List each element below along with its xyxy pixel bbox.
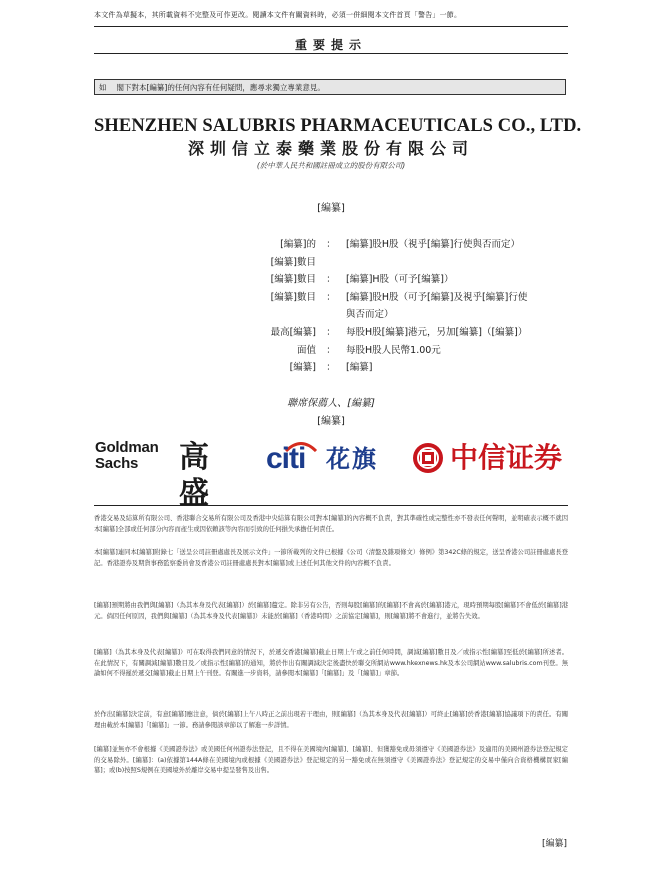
footer-redacted: [編纂] xyxy=(541,839,567,849)
offer-row-separator: ： xyxy=(326,326,336,338)
top-divider xyxy=(94,26,568,27)
goldman-sachs-wordmark: Goldman Sachs xyxy=(95,439,159,472)
advisory-box xyxy=(94,79,566,95)
goldman-sachs-logo xyxy=(95,439,235,511)
offer-row xyxy=(258,289,576,307)
citic-securities-logo xyxy=(412,440,568,478)
offer-adjustment-paragraph: [編纂]（為其本身及代表[編纂]）可在取得我們同意的情況下，於遞交香港[編纂]截止日期上午或之前任何時間，調減[編纂]數目及／或指示性[編纂]至低於[編纂]所述者。在此情況下，有關調減[編纂]數目及／或指示性[編纂]的通知，將於作出有關調減決定後盡快於聯交所網站www.hkexnews.hk及本公司網站www.salubris.com刊登。無論如何不得遲於遞交[編纂]截止日期上午刊登。有關進一步資料，請參閱本[編纂]「[編纂]」及「[編纂]」章節。 xyxy=(94,649,568,677)
notice-title: 重要提示 xyxy=(294,38,367,52)
offer-row xyxy=(258,342,576,360)
company-name-zh: 深圳信立泰藥業股份有限公司 xyxy=(187,139,474,158)
offer-row-value xyxy=(346,254,576,272)
disclaimer-paragraph: 香港交易及結算所有限公司、香港聯合交易所有限公司及香港中央結算有限公司對本[編纂]的內容概不負責，對其準確性或完整性亦不發表任何聲明，並明確表示概不就因本[編纂]全部或任何部分內容而產生或因依賴該等內容而引致的任何損失承擔任何責任。 xyxy=(94,515,568,533)
registration-paragraph: 本[編纂]連同本[編纂]附錄七「送呈公司註冊處處長及展示文件」一節所載列的文件已根據《公司（清盤及雜項條文）條例》第342C條的規定，送呈香港公司註冊處處長登記。香港證券及期貨事務監察委員會及香港公司註冊處處長對本[編纂]或上述任何其他文件的內容概不負責。 xyxy=(94,549,568,567)
sponsor-title: 聯席保薦人、[編纂] xyxy=(287,398,375,409)
offer-row-value: [編纂]H股（可予[編纂]） xyxy=(346,274,454,286)
offer-row-label: 面值 xyxy=(296,344,316,356)
offer-row-separator xyxy=(316,306,346,324)
offer-row xyxy=(258,359,576,377)
logo-divider xyxy=(94,505,568,506)
offer-row-separator: ： xyxy=(326,291,336,303)
offer-row xyxy=(258,236,576,254)
incorporation-note: (於中華人民共和國註冊成立的股份有限公司) xyxy=(256,161,406,170)
offer-row-separator: ： xyxy=(326,274,336,286)
advisory-label: 如 xyxy=(99,83,107,92)
offer-details-table xyxy=(258,236,576,377)
citi-logo xyxy=(266,440,386,478)
offer-row-separator: ： xyxy=(326,344,336,356)
offer-row-label: [編纂] xyxy=(289,362,316,374)
offer-row-label: [編纂]數目 xyxy=(270,256,316,268)
offer-row-value: [編纂]股H股（可予[編纂]及視乎[編纂]行使 xyxy=(346,291,528,303)
offer-row-label: [編纂]的 xyxy=(280,239,316,250)
offer-row-value: 與否而定） xyxy=(346,309,394,321)
offer-row-value: 每股H股人民幣1.00元 xyxy=(346,344,441,356)
offer-row-label: 最高[編纂] xyxy=(270,326,316,338)
sponsor-name: [編纂] xyxy=(317,416,345,427)
header-note: 本文件為草擬本，其所載資料不完整及可作更改。閱讀本文件有關資料時，必須一併細閱本文件首頁「警告」一節。 xyxy=(94,11,462,19)
us-securities-paragraph: [編纂]並無亦不會根據《美國證券法》或美國任何州證券法登記，且不得在美國境內[編纂]、[編纂]、但獲豁免或毋須遵守《美國證券法》及適用的美國州證券法登記規定的交易除外。[編纂]：(a)依據第144A條在美國境內或根據《美國證券法》登記規定的另一豁免或在無須遵守《美國證券法》登記規定的交易中僅向合資格機構買家[編纂]；或(b)按照S規例在美國境外於離岸交易中提呈發售及出售。 xyxy=(94,746,568,774)
offer-row-value: [編纂] xyxy=(346,362,373,374)
pricing-paragraph: [編纂]預期將由我們與[編纂]（為其本身及代表[編纂]）於[編纂]釐定。除非另有公告，否則每股[編纂]的[編纂]不會高於[編纂]港元，現時預期每股[編纂]不會低於[編纂]港元。倘因任何原因，我們與[編纂]（為其本身及代表[編纂]）未能於[編纂]（香港時間）之前協定[編纂]，則[編纂]將不會進行，並將告失效。 xyxy=(94,602,568,620)
redacted-heading: [編纂] xyxy=(317,203,345,214)
offer-row xyxy=(258,324,576,342)
citi-wordmark: citi xyxy=(266,442,306,475)
offer-row xyxy=(258,271,576,289)
offer-row-label: [編纂]數目 xyxy=(270,274,316,286)
offer-row-value: [編纂]股H股（視乎[編纂]行使與否而定） xyxy=(346,239,520,250)
offer-row-separator: ： xyxy=(326,239,336,250)
notice-divider xyxy=(94,53,568,54)
company-name-en: SHENZHEN SALUBRIS PHARMACEUTICALS CO., LTD. xyxy=(94,116,582,136)
offer-row-label: [編纂]數目 xyxy=(270,291,316,303)
offer-row-value: 每股H股[編纂]港元，另加[編纂]（[編纂]） xyxy=(346,326,528,338)
citi-chinese-name: 花旗 xyxy=(326,445,378,473)
offer-row-separator xyxy=(316,254,346,272)
offer-row xyxy=(258,306,576,324)
termination-paragraph: 於作出[編纂]決定前，有意[編纂]應注意，倘於[編纂]上午八時正之前出現若干理由，則[編纂]（為其本身及代表[編纂]）可終止[編纂]於香港[編纂]協議項下的責任。有關理由載於本[編纂]「[編纂]」一節。務請參閱該章節以了解進一步詳情。 xyxy=(94,711,568,729)
offer-row xyxy=(258,254,576,272)
offer-row-label xyxy=(258,306,316,324)
citic-emblem-icon xyxy=(412,442,444,474)
advisory-text: 閣下對本[編纂]的任何內容有任何疑問，應尋求獨立專業意見。 xyxy=(116,83,325,92)
offer-row-separator: ： xyxy=(326,362,336,374)
citic-securities-name: 中信证券 xyxy=(450,441,563,474)
goldman-sachs-chinese-name: 高盛 xyxy=(179,440,209,511)
